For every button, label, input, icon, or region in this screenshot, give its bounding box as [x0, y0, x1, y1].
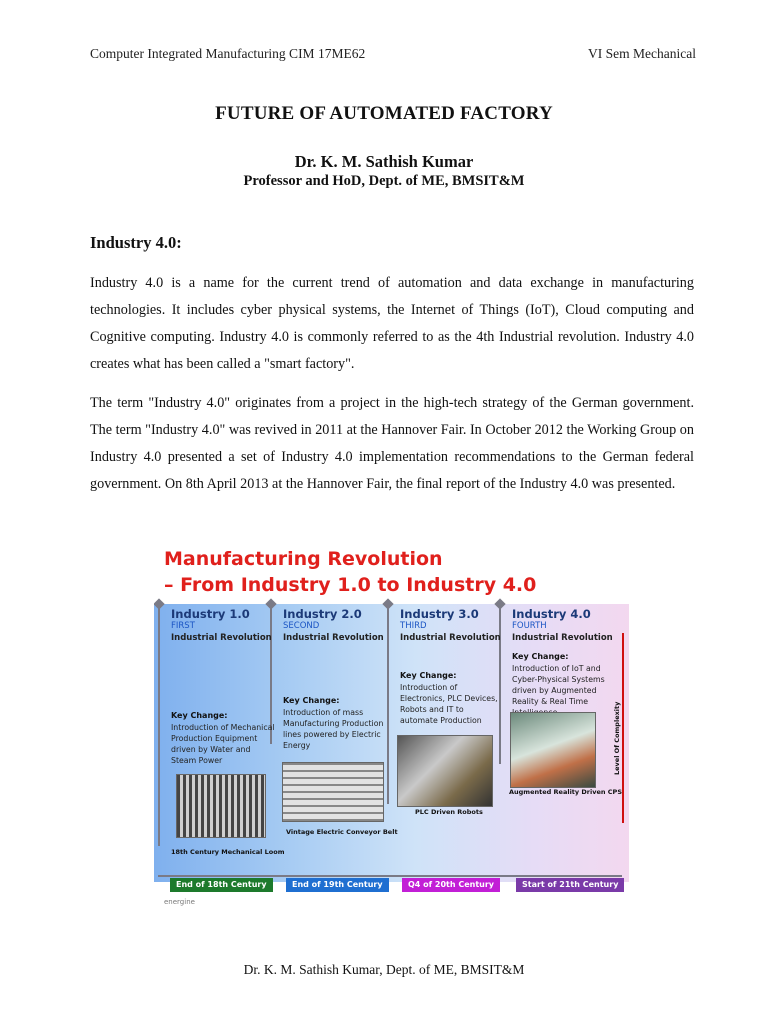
- industry-1-column: [166, 604, 285, 882]
- figure-title: Manufacturing Revolution: [164, 548, 443, 570]
- key-change-label: Key Change:: [400, 671, 457, 680]
- complexity-label: Level Of Complexity: [613, 701, 621, 775]
- image-caption: 18th Century Mechanical Loom: [171, 848, 285, 856]
- key-change-description: Introduction of IoT and Cyber-Physical Systems driven by Augmented Reality & Real Time: [512, 664, 605, 706]
- industry-4-column: [507, 604, 625, 882]
- industry-name: Industry 4.0: [512, 607, 591, 621]
- revolution-label: Industrial Revolution: [283, 633, 384, 643]
- image-caption: Vintage Electric Conveyor Belt: [286, 828, 398, 836]
- industry-2-column: [278, 604, 398, 882]
- paragraph: The term "Industry 4.0" originates from a project in the high-tech strategy of the German government. The term "Industry 4.0" was revived in 2011 at the Hannover Fair. In October 2012 the Working Group on Industry 4.0 presented a set of Industry 4.0 implementation recommendations to the German federal government. On 8th April 2013 at the Hannover Fair, the final report of the Industry 4.0 was presented.: [90, 395, 694, 492]
- key-change-description: Introduction of mass Manufacturing Production lines powered by Electric Energy: [283, 708, 384, 750]
- industry-name: Industry 3.0: [400, 607, 479, 621]
- key-change-label: Key Change:: [171, 711, 228, 720]
- figure-panel: [154, 604, 629, 882]
- paragraph: Industry 4.0 is a name for the current trend of automation and data exchange in manufacturing technologies. It includes cyber physical systems, the Internet of Things (IoT), Cloud computing and Cognitive computing. Industry 4.0 is commonly referred to as the 4th Industrial revolution. Industry 4.0 creates what has been called a "smart factory".: [90, 275, 694, 372]
- key-change-label: Key Change:: [283, 696, 340, 705]
- manufacturing-revolution-figure: [154, 540, 629, 910]
- section-heading: Industry 4.0:: [90, 233, 182, 252]
- divider-line: [158, 604, 160, 846]
- page-footer: Dr. K. M. Sathish Kumar, Dept. of ME, BMSIT&M: [243, 962, 525, 977]
- key-change-description: Introduction of Electronics, PLC Devices, Robots and IT to automate Production: [400, 683, 498, 725]
- augmented-reality-image: [510, 712, 596, 788]
- revolution-label: Industrial Revolution: [400, 633, 501, 643]
- timeline-label: Start of 21th Century: [516, 878, 624, 892]
- timeline-label: Q4 of 20th Century: [402, 878, 500, 892]
- revolution-ordinal: FOURTH: [512, 621, 547, 631]
- revolution-ordinal: THIRD: [400, 621, 427, 631]
- plc-robots-image: [397, 735, 493, 807]
- figure-subtitle: – From Industry 1.0 to Industry 4.0: [164, 574, 537, 596]
- key-change-label: Key Change:: [512, 652, 569, 661]
- image-caption: Augmented Reality Driven CPS: [509, 788, 622, 796]
- timeline-label: End of 19th Century: [286, 878, 389, 892]
- figure-source-fragment: energine: [164, 898, 195, 906]
- industry-name: Industry 2.0: [283, 607, 362, 621]
- revolution-ordinal: SECOND: [283, 621, 320, 631]
- document-title: FUTURE OF AUTOMATED FACTORY: [215, 103, 553, 124]
- mechanical-loom-image: [176, 774, 266, 838]
- author-affiliation: Professor and HoD, Dept. of ME, BMSIT&M: [243, 173, 525, 189]
- revolution-label: Industrial Revolution: [512, 633, 613, 643]
- revolution-ordinal: FIRST: [171, 621, 195, 631]
- header-right-text: VI Sem Mechanical: [588, 46, 696, 61]
- key-change-description: Introduction of Mechanical Production Equipment driven by Water and Steam Power: [171, 723, 275, 765]
- timeline-marker: [154, 598, 165, 609]
- image-caption: PLC Driven Robots: [415, 808, 483, 816]
- conveyor-belt-image: [282, 762, 384, 822]
- industry-3-column: [395, 604, 505, 882]
- revolution-label: Industrial Revolution: [171, 633, 272, 643]
- author-name: Dr. K. M. Sathish Kumar: [294, 152, 474, 171]
- complexity-arrow: [622, 633, 624, 823]
- timeline-axis: [158, 875, 622, 877]
- timeline-label: End of 18th Century: [170, 878, 273, 892]
- header-left-text: Computer Integrated Manufacturing CIM 17ME62: [90, 46, 366, 61]
- industry-name: Industry 1.0: [171, 607, 250, 621]
